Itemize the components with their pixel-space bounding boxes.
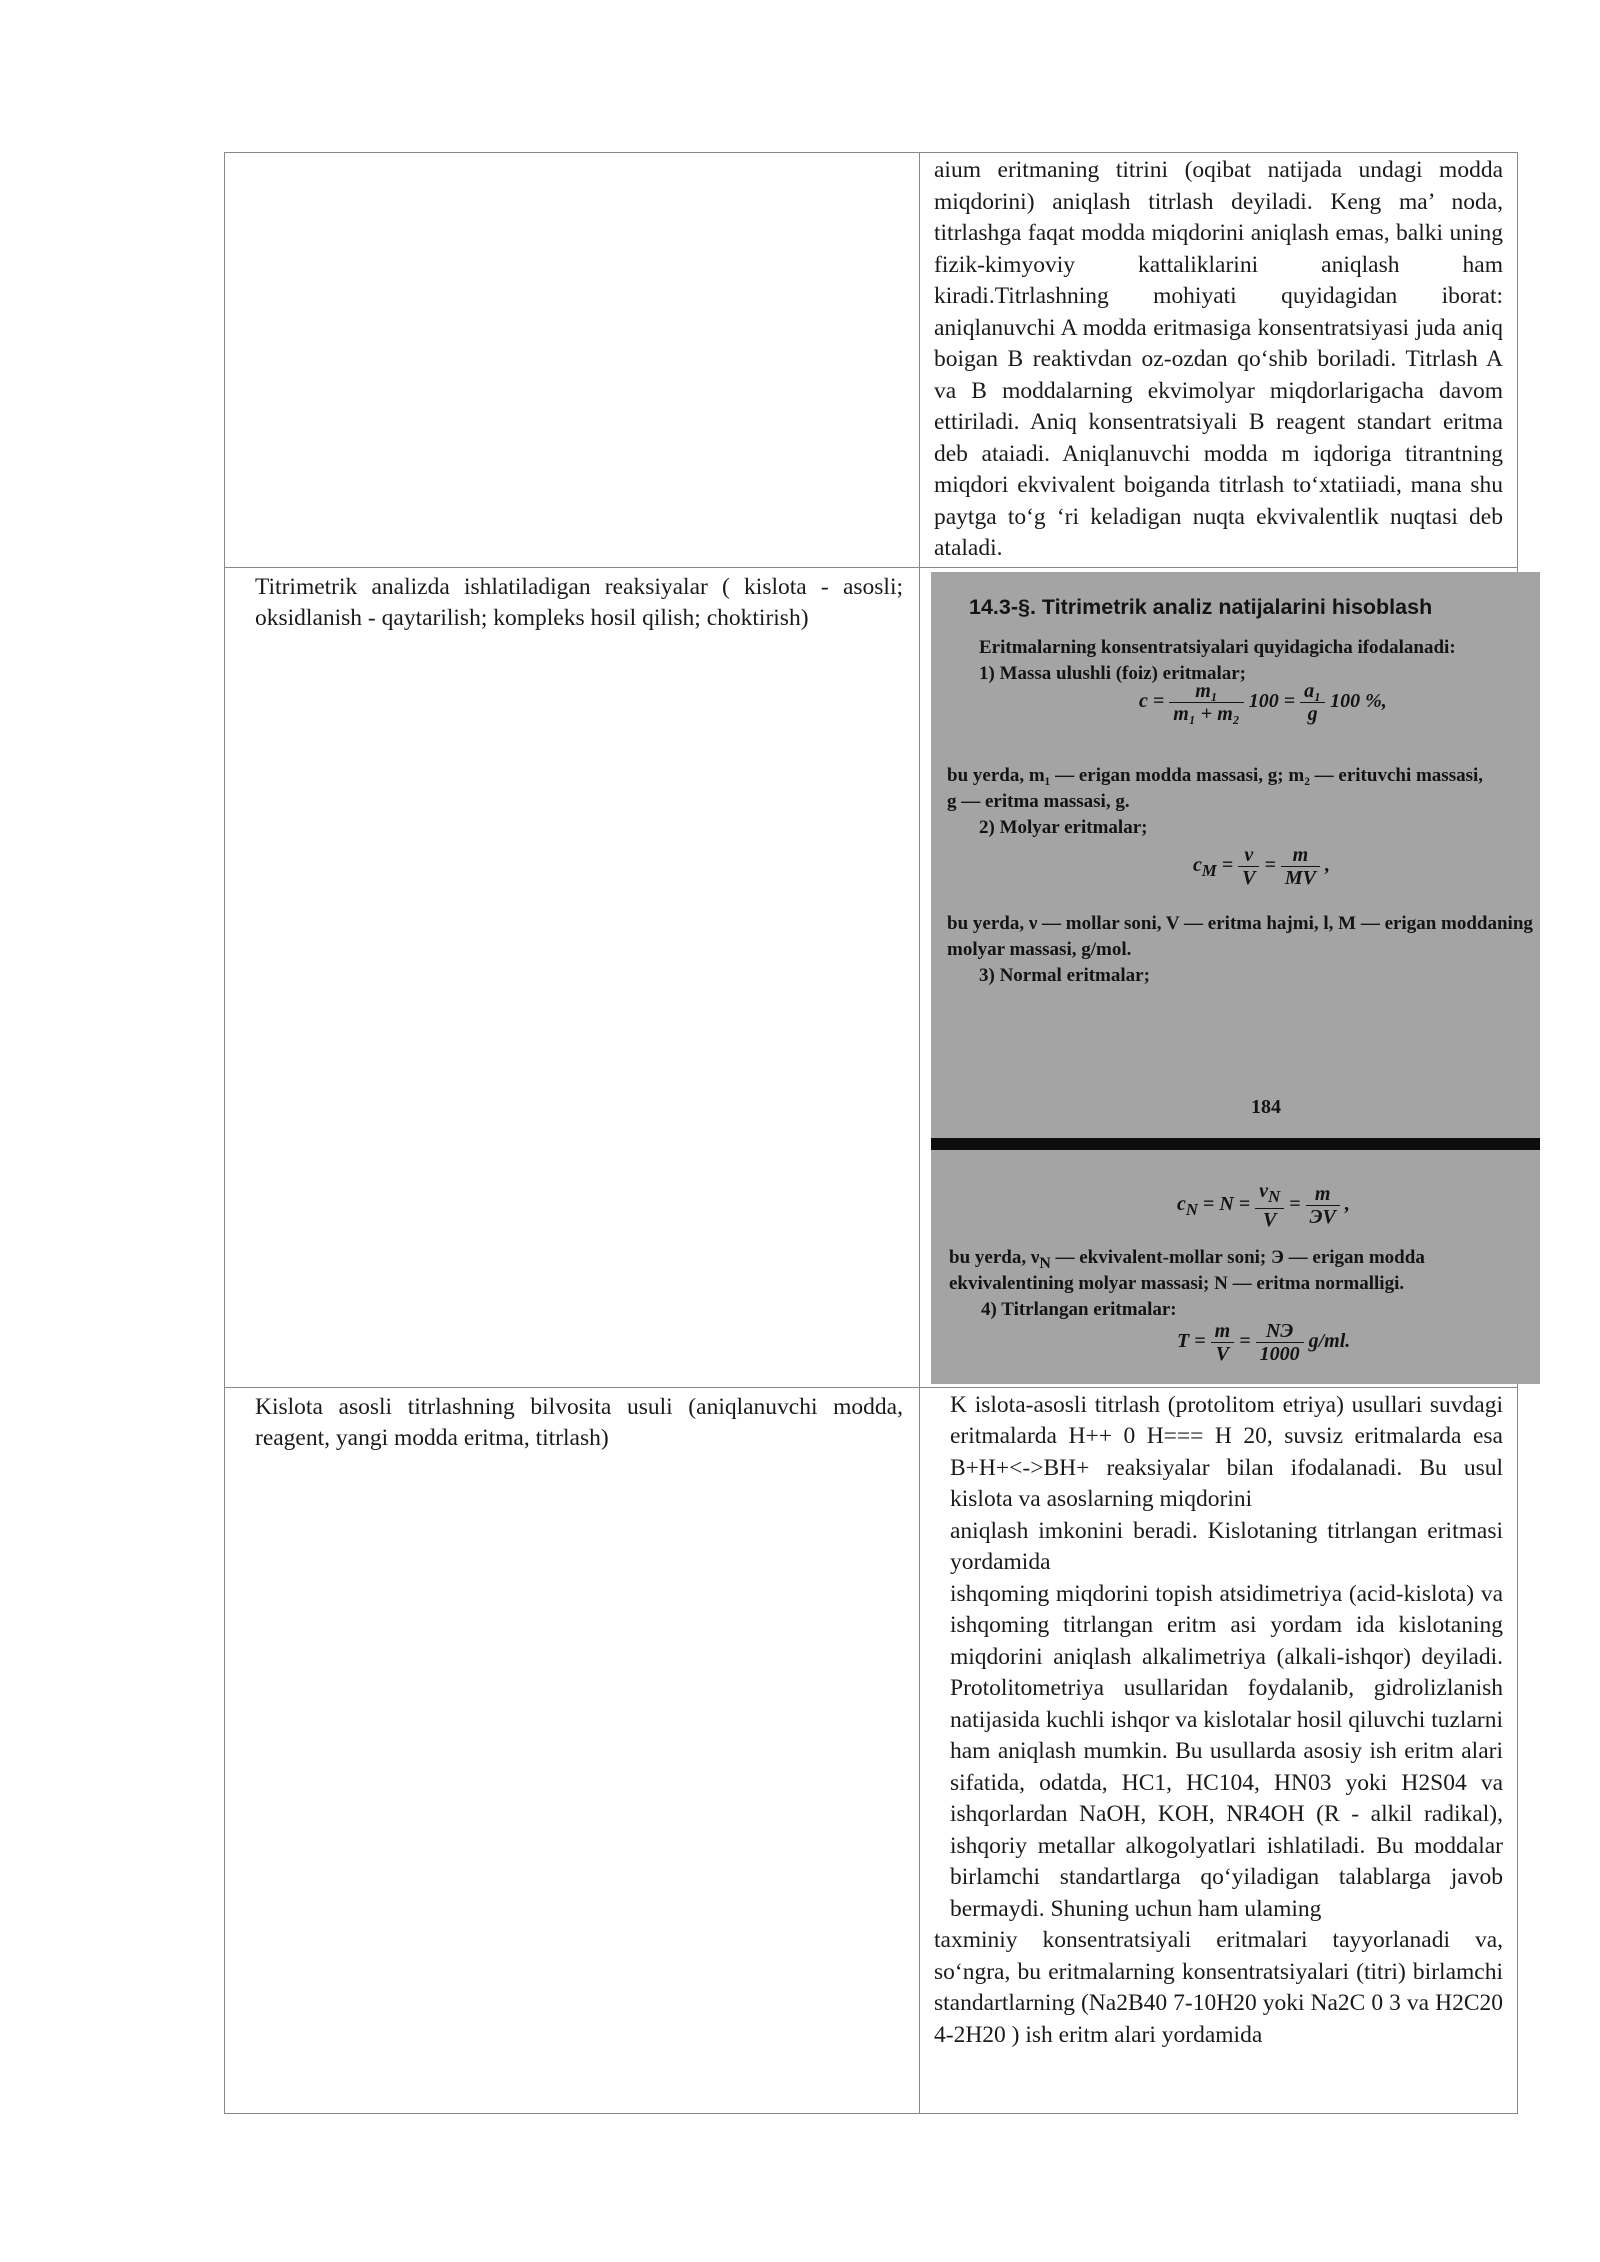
scan-heading: 14.3-§. Titrimetrik analiz natijalarini hisoblash	[969, 594, 1433, 619]
term-cell: Titrimetrik analizda ishlatiladigan reaksiyalar ( kislota - asosli; oksidlanish - qaytarilish; kompleks hosil qilish; choktirish)	[225, 567, 920, 1387]
subscript: N	[1268, 1186, 1281, 1206]
subscript: M	[1201, 860, 1217, 880]
definition-text: K islota-asosli titrlash (protolitom etriya) usullari suvdagi eritmalarda H++ 0 H=== H 20, suvsiz eritmalarda esa B+H+<->BH+ reaksiyalar bilan ifodalanadi. Bu usul kislota va asoslarning miqdorini	[950, 1391, 1503, 1512]
numerator: ν	[1238, 844, 1259, 867]
formula-text: c =	[1139, 689, 1165, 712]
subscript: N	[1039, 1254, 1051, 1272]
scan-line: bu yerda, m₁ — erigan modda massasi, g; m₂ — erituvchi massasi,	[947, 764, 1484, 786]
scan-line: 1) Massa ulushli (foiz) eritmalar;	[979, 662, 1247, 684]
subscript: N	[1185, 1199, 1198, 1219]
fraction	[1211, 1320, 1235, 1365]
scan-line: 3) Normal eritmalar;	[979, 964, 1150, 986]
formula-molar	[1193, 844, 1330, 889]
definition-text: aium eritmaning titrini (oqibat natijada undagi modda miqdorini) aniqlash titrlash deyiladi. Keng ma’ noda, titrlashga faqat modda miqdorini aniqlash emas, balki uning fizik-kimyoviy kattaliklarini aniqlash ham kiradi.Titrlashning mohiyati quyidagidan iborat: aniqlanuvchi A modda eritmasiga konsentratsiyasi juda aniq boigan B reaktivdan oz-ozdan qo‘shib boriladi. Titrlash A va B moddalarning ekvimolyar miqdorlarigacha davom ettiriladi. Aniq konsentratsiyali B reagent standart eritma deb ataiadi. Aniqlanuvchi modda m iqdoriga titrantning miqdori ekvivalent boiganda titrlash to‘xtatiiadi, mana shu paytga to‘g ‘ri keladigan nuqta ekvivalentlik nuqtasi deb ataladi.	[934, 157, 1503, 561]
definition-text: ishqoming miqdorini topish atsidimetriya (acid-kislota) va ishqoming titrlangan eritm asi yordam ida kislotaning miqdorini aniqlash alkalimetriya (alkali-ishqor) deyiladi. Protolitometriya usullaridan foydalanib, gidrolizlanish natijasida kuchli ishqor va kislotalar hosil qiluvchi tuzlarni ham aniqlash mumkin. Bu usullarda asosiy ish eritm alari sifatida, odatda, HC1, HC104, HN03 yoki H2S04 va ishqorlardan NaOH, KOH, NR4OH (R - alkil radikal), ishqoriy metallar alkogolyatlari ishlatiladi. Bu moddalar birlamchi standartlarga qo‘yiladigan talablarga javob bermaydi. Shuning uchun ham ulaming	[950, 1580, 1503, 1922]
content-table	[224, 152, 1533, 2114]
scan-line: g — eritma massasi, g.	[947, 790, 1130, 812]
term-cell: Kislota asosli titrlashning bilvosita usuli (aniqlanuvchi modda, reagent, yangi modda eritma, titrlash)	[225, 1387, 920, 2113]
numerator: m₁	[1169, 680, 1243, 703]
formula-text: g/ml.	[1308, 1329, 1351, 1352]
formula-normal	[1177, 1180, 1350, 1231]
fraction	[1281, 844, 1320, 889]
table-row	[225, 153, 1518, 568]
formula-text: = N =	[1202, 1192, 1251, 1215]
formula-titr	[1177, 1320, 1350, 1365]
fraction	[1238, 844, 1259, 889]
formula-text: c	[1193, 853, 1202, 876]
term-cell	[225, 153, 920, 568]
fraction	[1169, 680, 1243, 725]
scan-line: 4) Titrlangan eritmalar:	[981, 1298, 1177, 1320]
formula-text: 100 %,	[1330, 689, 1387, 712]
table-row	[225, 1387, 1518, 2113]
definition-cell	[920, 153, 1518, 568]
fraction	[1306, 1183, 1340, 1228]
formula-text: 100 =	[1248, 689, 1296, 712]
scan-page-number: 184	[1251, 1095, 1281, 1118]
scan-cell	[920, 567, 1533, 1387]
denominator: g	[1307, 702, 1318, 725]
scan-line: Eritmalarning konsentratsiyalari quyidagicha ifodalanadi:	[979, 636, 1456, 658]
numerator-text: ν	[1259, 1179, 1269, 1202]
scan-line: ekvivalentining molyar massasi; N — eritma normalligi.	[949, 1272, 1405, 1294]
numerator: m	[1211, 1320, 1235, 1343]
formula-text: ,	[1324, 853, 1330, 876]
formula-text: T =	[1177, 1329, 1206, 1352]
definition-text: taxminiy konsentratsiyali eritmalari tayyorlanadi va, so‘ngra, bu eritmalarning konsentratsiyalari (titri) birlamchi standartlarning (Na2B40 7-10H20 yoki Na2C 0 3 va H2C20 4-2H20 ) ish eritm alari yordamida	[934, 1927, 1503, 2048]
denominator: V	[1242, 866, 1256, 889]
formula-text: ,	[1344, 1192, 1350, 1215]
fraction	[1300, 680, 1325, 725]
numerator: m	[1281, 844, 1320, 867]
denominator: V	[1215, 1342, 1230, 1365]
scan-line: molyar massasi, g/mol.	[947, 938, 1132, 960]
definition-cell	[920, 1387, 1518, 2113]
denominator: 1000	[1259, 1342, 1300, 1365]
formula-text: =	[1221, 853, 1234, 876]
numerator: m	[1306, 1183, 1340, 1206]
numerator	[1255, 1180, 1284, 1209]
denominator: m₁ + m₂	[1173, 702, 1240, 725]
scanned-textbook-image	[931, 572, 1540, 1384]
numerator: NЭ	[1256, 1320, 1304, 1343]
scan-text: — ekvivalent-mollar soni; Э — erigan modda	[1050, 1246, 1425, 1268]
fraction	[1255, 1180, 1284, 1231]
scan-text: bu yerda, ν	[949, 1246, 1040, 1268]
formula-text: c	[1177, 1192, 1186, 1215]
table-row	[225, 567, 1518, 1387]
formula-text: =	[1239, 1329, 1251, 1352]
denominator: MV	[1284, 866, 1316, 889]
formula-text: =	[1264, 853, 1276, 876]
denominator: V	[1262, 1208, 1277, 1231]
scan-page-divider	[931, 1138, 1540, 1150]
denominator: ЭV	[1309, 1205, 1336, 1228]
scan-line: 2) Molyar eritmalar;	[979, 816, 1148, 838]
numerator: a₁	[1300, 680, 1325, 703]
definition-text: aniqlash imkonini beradi. Kislotaning titrlangan eritmasi yordamida	[950, 1517, 1503, 1575]
fraction	[1256, 1320, 1304, 1365]
formula-text: =	[1289, 1192, 1301, 1215]
formula-mass-fraction	[1139, 680, 1387, 725]
scan-line: bu yerda, ν — mollar soni, V — eritma hajmi, l, M — erigan moddaning	[947, 912, 1533, 934]
